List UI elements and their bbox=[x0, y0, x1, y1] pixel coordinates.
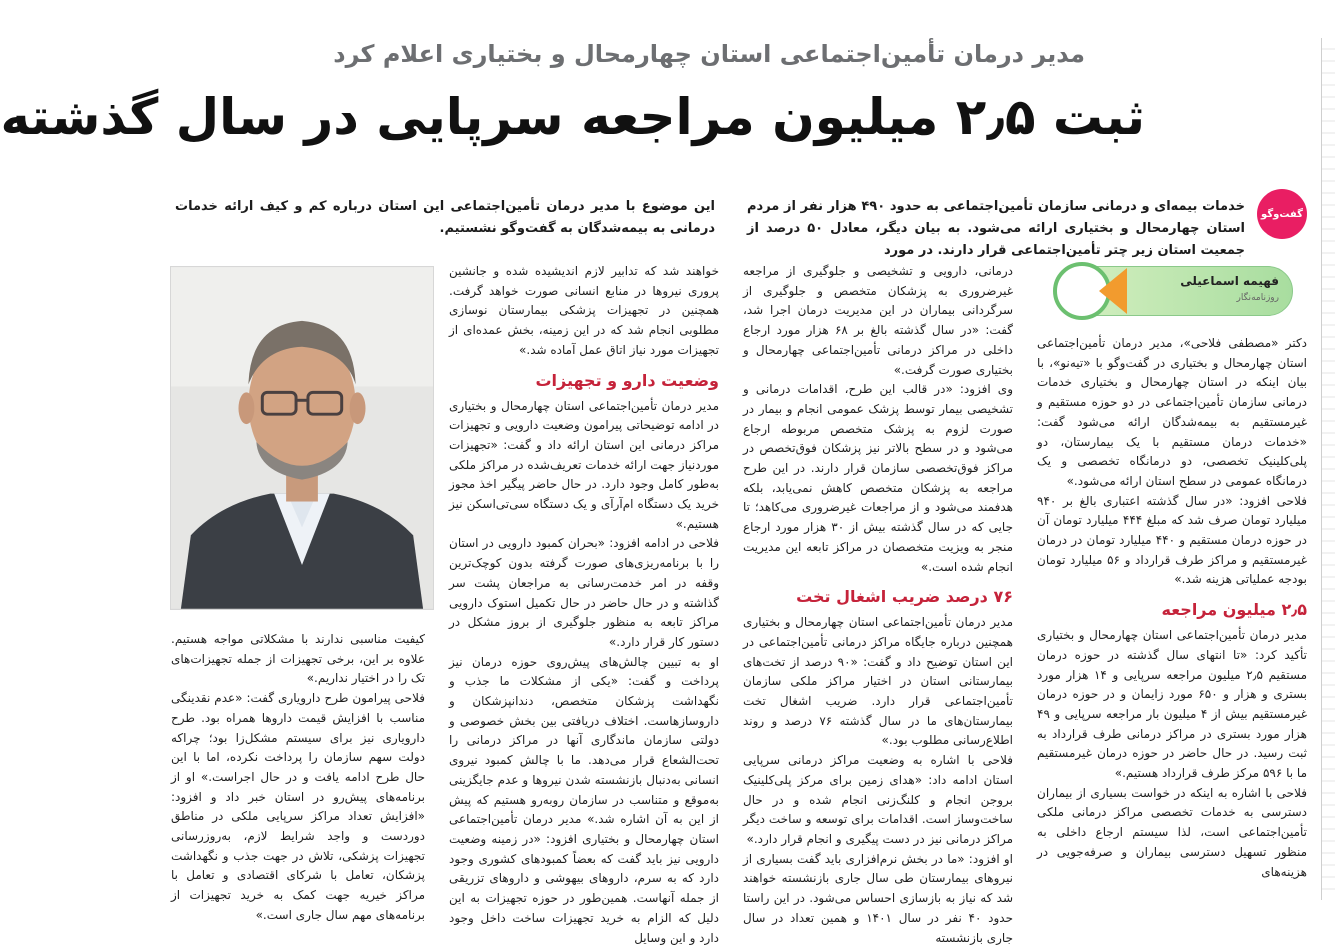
article-column-3 bbox=[449, 262, 719, 945]
paragraph: دکتر «مصطفی فلاحی»، مدیر درمان تأمین‌اجتماعی استان چهارمحال و بختیاری در گفت‌وگو با «تیه‌نو»، با بیان اینکه در استان چهارمحال و بختیاری خدمات درمانی سازمان تأمین‌اجتماعی در دو حوزه مستقیم و غیرمستقیم به بیمه‌شدگان ارائه می‌شود گفت: «خدمات درمان مستقیم با یک بیمارستان، دو پلی‌کلینیک تخصصی، دو درمانگاه تخصصی و یک درمانگاه عمومی در سطح استان ارائه می‌شود.» bbox=[1037, 336, 1307, 488]
author-name: فهیمه اسماعیلی bbox=[1180, 274, 1279, 288]
article-column-2 bbox=[743, 262, 1014, 945]
paragraph: فلاحی با اشاره به وضعیت مراکز درمانی سرپایی استان ادامه داد: «هدای زمین برای مرکز پلی‌کلینیک بروجن انجام و کلنگ‌زنی انجام شده و در حال ساخت‌وساز است. اقدامات برای توسعه و ساخت دیگر مراکز درمانی نیز در دست پیگیری و انجام قرار دارد.» bbox=[743, 753, 1013, 846]
chevron-left-icon bbox=[1099, 268, 1127, 314]
portrait-illustration bbox=[171, 267, 433, 609]
paragraph: وی افزود: «در قالب این طرح، اقدامات درمانی و تشخیصی بیمار توسط پزشک عمومی انجام و بیمار در صورت لزوم به پزشک متخصص مربوطه ارجاع می‌شود و در سطح بالاتر نیز پزشکان فوق‌تخصص در مراکز فوق‌تخصصی سازمان قرار دارند. در این طرح مراجعه به پزشکان متخصص کاهش نمی‌یابد، بلکه هدفمند می‌شود و از مراجعات غیرضروری می‌کاهد؛ تا جایی که در سال گذشته بیش از ۳۰ هزار مورد ارجاع منجر به ویزیت متخصصان در مراکز تابعه این مدیریت انجام شده است.» bbox=[743, 382, 1014, 574]
paragraph: او افزود: «ما در بخش نرم‌افزاری باید گفت بسیاری از نیروهای بیمارستان طی سال جاری بازنشسته خواهند شد که نیاز به بازسازی احساس می‌شود. در این راستا حدود ۴۰ نفر در سال ۱۴۰۱ و همین تعداد در سال جاری بازنشسته bbox=[743, 851, 1014, 945]
paragraph: او به تبیین چالش‌های پیش‌روی حوزه درمان نیز پرداخت و گفت: «یکی از مشکلات ما جذب و نگهداشت پزشکان متخصص، دندانپزشکان و داروسازهاست. اختلاف دریافتی بین بخش خصوصی و دولتی سازمان ماندگاری آنها در مراکز درمانی را تحت‌الشعاع قرار می‌دهد. ما با چالش کمبود نیروی انسانی به‌دنبال بازنشسته شدن نیروها و عدم جایگزینی به‌موقع و متناسب در سازمان روبه‌رو هستیم که پیش از این به آن اشاره شد.» مدیر درمان تأمین‌اجتماعی استان چهارمحال و بختیاری افزود: «در زمینه وضعیت دارویی نیز باید گفت که بعضاً کمبودهای کشوری وجود دارد که به‌ سرم، داروهای بیهوشی و داروهای تزریقی از جمله آنهاست. همین‌طور در حوزه تجهیزات به این دلیل که الزام به خرید تجهیزات ساخت داخل وجود دارد و این وسایل bbox=[449, 654, 719, 945]
page-title: ثبت ۲٫۵ میلیون مراجعه سرپایی در سال گذشته bbox=[0, 88, 1145, 146]
article-column-4 bbox=[171, 630, 425, 922]
paragraph: مدیر درمان تأمین‌اجتماعی استان چهارمحال و بختیاری تأکید کرد: «تا انتهای سال گذشته در حوزه درمان مستقیم ۲٫۵ میلیون مراجعه سرپایی و ۱۴ هزار مورد بستری و هزار و ۶۵۰ مورد زایمان و در حوزه درمان غیرمستقیم بیش از ۴ میلیون بار مراجعه سرپایی و ۴۹ هزار مورد بستری در مراکز درمانی طرف قرارداد به ثبت رسید. در حال حاضر در حوزه درمان غیرمستقیم ما با ۵۹۶ مرکز طرف قرارداد هستیم.» bbox=[1037, 628, 1307, 781]
portrait-photo bbox=[170, 266, 434, 610]
paragraph: درمانی، دارویی و تشخیصی و جلوگیری از مراجعه غیرضروری به پزشکان متخصص و جلوگیری از سرگردانی بیماران در این مدیریت درمان اجرا شد، گفت: «در سال گذشته بالغ بر ۶۸ هزار مورد ارجاع داخلی در مراکز درمانی تأمین‌اجتماعی چهارمحال و بختیاری صورت گرفت.» bbox=[743, 264, 1014, 377]
paragraph: مدیر درمان تأمین‌اجتماعی استان چهارمحال و بختیاری همچنین درباره جایگاه مراکز درمانی تأمین‌اجتماعی در این استان توضیح داد و گفت: «۹۰ درصد از تخت‌های بیمارستانی استان در اختیار مراکز ملکی سازمان تأمین‌اجتماعی قرار دارد. ضریب اشغال تخت بیمارستان‌های ما در سال گذشته ۷۶ درصد و روند اطلاع‌رسانی مطلوب بود.» bbox=[743, 615, 1014, 748]
lead-paragraph: خدمات بیمه‌ای و درمانی سازمان تأمین‌اجتماعی به حدود ۴۹۰ هزار نفر از مردم استان چهارمحال و بختیاری ارائه می‌شود. به بیان دیگر، معادل ۵۰ درصد از جمعیت استان زیر چتر تأمین‌اجتماعی قرار دارند. در مورد bbox=[747, 199, 1245, 258]
paragraph: فلاحی در ادامه افزود: «بحران کمبود دارویی در استان را با برنامه‌ریزی‌های صورت گرفته بدون کوچک‌ترین وقفه در امر خدمت‌رسانی به مراجعان پشت سر گذاشته و در حال حاضر در حال تکمیل استوک دارویی مراکز تابعه به منظور جلوگیری از بروز مشکل در دستور کار قرار دارد.» bbox=[449, 536, 719, 649]
subheading: ۲٫۵ میلیون مراجعه bbox=[1161, 600, 1307, 620]
paragraph: مدیر درمان تأمین‌اجتماعی استان چهارمحال و بختیاری در ادامه توضیحاتی پیرامون وضعیت دارویی و تجهیزات مراکز درمانی این استان ارائه داد و گفت: «تجهیزات موردنیاز جهت ارائه خدمات تعریف‌شده در مراکز ملکی به‌طور کامل وجود دارد. در حال حاضر پیگیر اخذ مجوز خرید یک دستگاه ام‌آر‌آی و یک دستگاه سی‌تی‌اسکن نیز هستیم.» bbox=[449, 398, 719, 531]
subheading: وضعیت دارو و تجهیزات bbox=[535, 370, 719, 390]
article-column-1 bbox=[1037, 334, 1307, 899]
lead-paragraph-continued: این موضوع با مدیر درمان تأمین‌اجتماعی این استان درباره کم و کیف ارائه خدمات درمانی به بیمه‌شدگان به گفت‌وگو نشستیم. bbox=[175, 199, 715, 236]
interview-badge: گفت‌وگو bbox=[1257, 189, 1307, 239]
paragraph: کیفیت مناسبی ندارند با مشکلاتی مواجه هستیم. علاوه بر این، برخی تجهیزات از جمله تجهیزات‌های تک را در اختیار نداریم.» bbox=[171, 632, 425, 686]
author-role: روزنامه‌نگار bbox=[1236, 293, 1279, 303]
author-box bbox=[1057, 262, 1297, 320]
right-edge-strip bbox=[1321, 38, 1335, 900]
paragraph: خواهند شد که تدابیر لازم اندیشیده شده و جانشین پروری نیروها در منابع انسانی صورت خواهد گرفت. همچنین در تجهیزات پزشکی بیمارستان نوسازی مطلوبی انجام شد که در این زمینه، بخش عمده‌ای از تجهیزات مورد نیاز اتاق عمل آماده شد.» bbox=[449, 264, 719, 357]
kicker: مدیر درمان تأمین‌اجتماعی استان چهارمحال و بختیاری اعلام کرد bbox=[333, 40, 1085, 68]
paragraph: فلاحی افزود: «در سال گذشته اعتباری بالغ بر ۹۴۰ میلیارد تومان صرف شد که مبلغ ۴۴۴ میلیارد تومان آن در حوزه درمان مستقیم و ۴۴۰ میلیارد تومان در درمان غیرمستقیم و مراکز طرف قرارداد و ۵۶ میلیارد تومان بودجه عملیاتی هزینه شد.» bbox=[1037, 493, 1307, 587]
paragraph: فلاحی با اشاره به اینکه در خواست بسیاری از بیماران دسترسی به خدمات تخصصی مراکز درمانی ملکی تأمین‌اجتماعی است، لذا سیستم ارجاع داخلی به منظور تسهیل دسترسی بیماران و صرفه‌جویی در هزینه‌های bbox=[1037, 785, 1307, 879]
paragraph: فلاحی پیرامون طرح دارویاری گفت: «عدم نقدینگی مناسب با افزایش قیمت داروها همراه بود. طرح دارویاری نیز برای سیستم مشکل‌زا بود؛ چراکه دولت سهم سازمان را پرداخت نکرده، اما با این حال طرح ادامه یافت و در حال اجراست.» او از برنامه‌های پیش‌رو در استان خبر داد و افزود: «افزایش تعداد مراکز سرپایی ملکی در مناطق دوردست و واجد شرایط لازم، به‌روزرسانی تجهیزات پزشکی، تلاش در جهت جذب و نگهداشت پزشکان، تعامل با شرکای اقتصادی و تعامل با مراکز خیریه جهت کمک به خرید تجهیزات از برنامه‌های مهم سال جاری است.» bbox=[171, 691, 425, 922]
subheading: ۷۶ درصد ضریب اشغال تخت bbox=[796, 587, 1013, 607]
